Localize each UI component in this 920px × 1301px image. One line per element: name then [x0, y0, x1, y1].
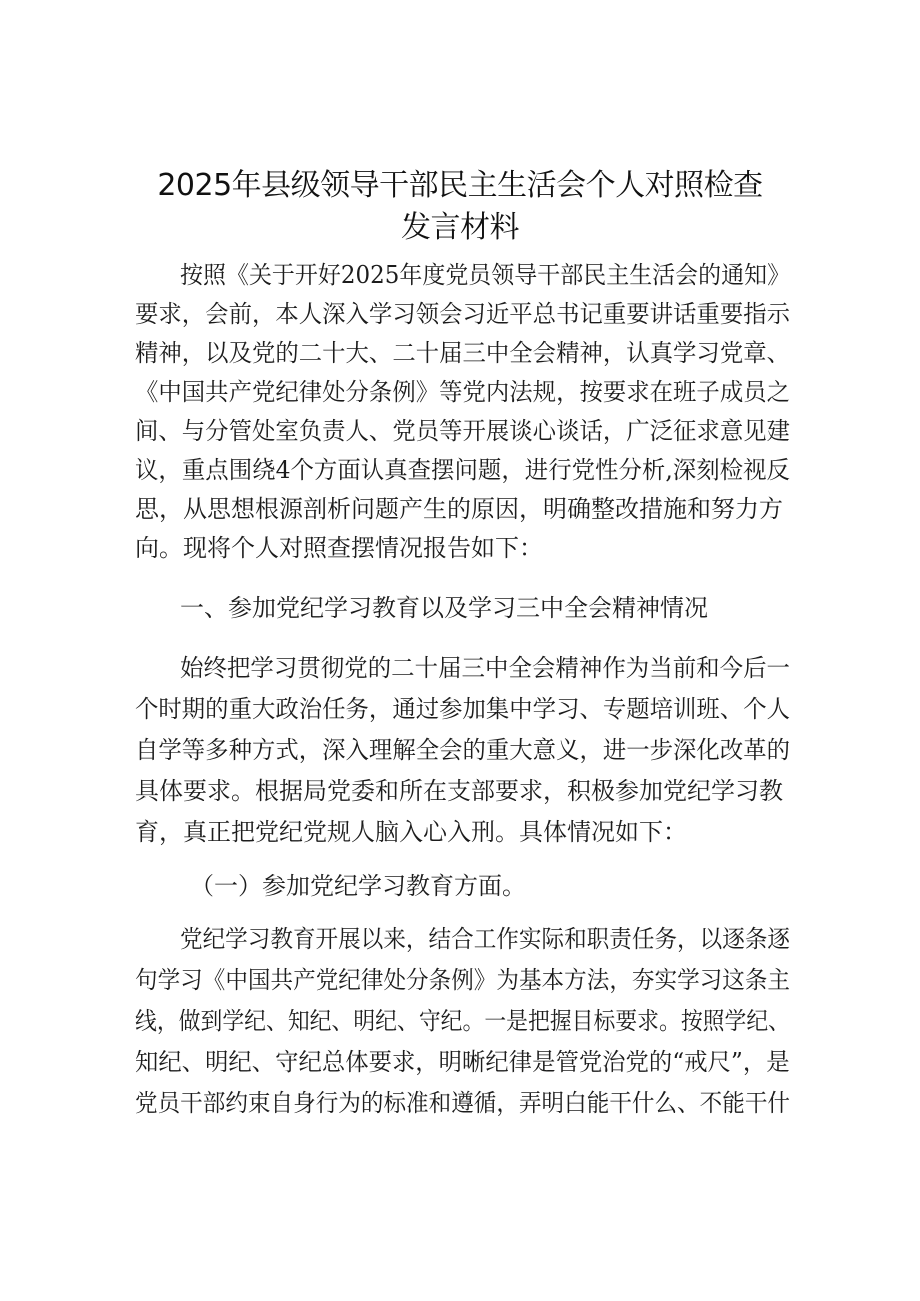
- section-line: 个时期的重大政治任务，通过参加集中学习、专题培训班、个人: [135, 695, 790, 723]
- intro-line: 议，重点围绕4个方面认真查摆问题，进行党性分析,深刻检视反: [135, 456, 790, 484]
- intro-line: 向。现将个人对照查摆情况报告如下：: [135, 534, 543, 562]
- subsection-line: 党员干部约束自身行为的标准和遵循，弄明白能干什么、不能干什: [135, 1089, 791, 1117]
- section-line: 具体要求。根据局党委和所在支部要求，积极参加党纪学习教: [135, 777, 783, 805]
- subsection-line: 句学习《中国共产党纪律处分条例》为基本方法，夯实学习这条主: [135, 966, 791, 994]
- subsection-heading: （一）参加党纪学习教育方面。: [190, 872, 526, 900]
- subsection-line: 线，做到学纪、知纪、明纪、守纪。一是把握目标要求。按照学纪、: [135, 1007, 790, 1035]
- section-line: 育，真正把党纪党规人脑入心入刑。具体情况如下：: [135, 818, 687, 846]
- subsection-line: 党纪学习教育开展以来，结合工作实际和职责任务，以逐条逐: [180, 925, 791, 953]
- intro-line: 精神，以及党的二十大、二十届三中全会精神，认真学习党章、: [135, 339, 790, 367]
- intro-line: 按照《关于开好2025年度党员领导干部民主生活会的通知》: [180, 261, 791, 289]
- intro-line: 《中国共产党纪律处分条例》等党内法规，按要求在班子成员之: [135, 378, 790, 406]
- section-heading: 一、参加党纪学习教育以及学习三中全会精神情况: [180, 594, 708, 622]
- subsection-line: 知纪、明纪、守纪总体要求，明晰纪律是管党治党的“戒尺”，是: [135, 1048, 790, 1076]
- intro-line: 要求，会前，本人深入学习领会习近平总书记重要讲话重要指示: [135, 300, 790, 328]
- section-line: 始终把学习贯彻党的二十届三中全会精神作为当前和今后一: [180, 654, 791, 682]
- section-line: 自学等多种方式，深入理解全会的重大意义，进一步深化改革的: [135, 736, 790, 764]
- document-title-line-1: 2025年县级领导干部民主生活会个人对照检查: [157, 168, 763, 203]
- document-title-line-2: 发言材料: [401, 210, 519, 245]
- intro-line: 思，从思想根源剖析问题产生的原因，明确整改措施和努力方: [135, 495, 783, 523]
- intro-line: 间、与分管处室负责人、党员等开展谈心谈话，广泛征求意见建: [135, 417, 790, 445]
